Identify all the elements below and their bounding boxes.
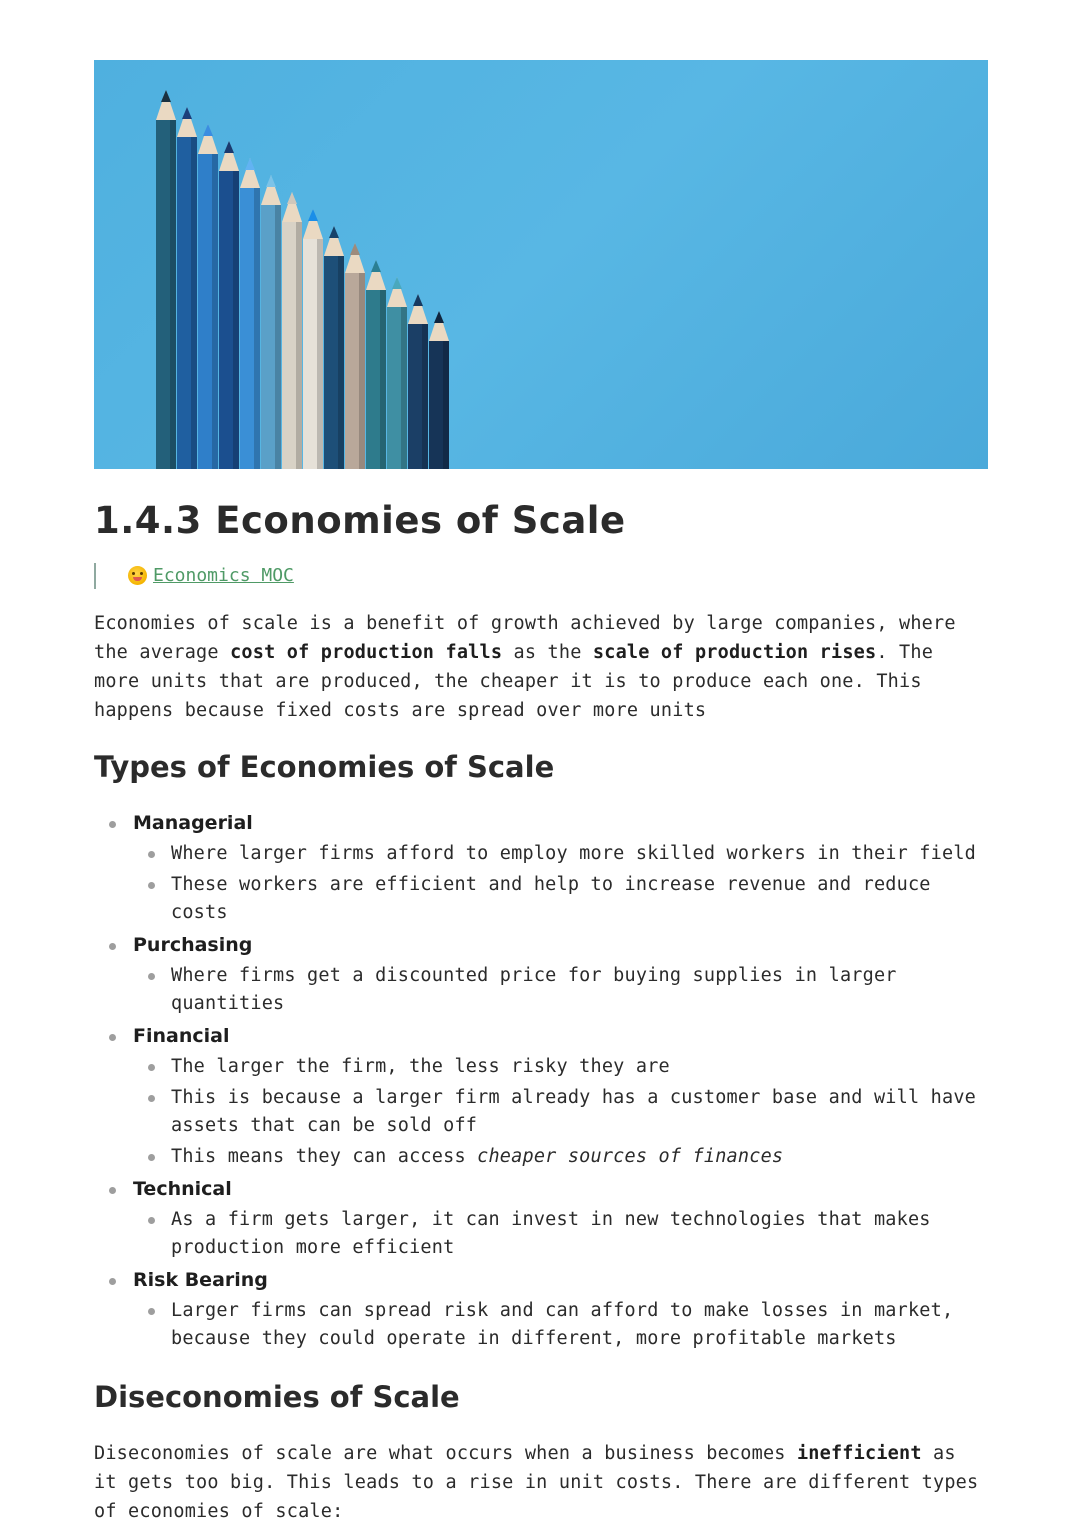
type-label: Financial	[133, 1025, 230, 1047]
pencil-shade	[191, 137, 197, 469]
callout-bar	[94, 563, 96, 589]
pencil-shade	[275, 205, 281, 469]
pencil-lead	[350, 243, 360, 255]
pencil-shade	[233, 171, 239, 469]
italic-cheaper-finances: cheaper sources of finances	[477, 1146, 784, 1167]
pencil-shade	[422, 324, 428, 469]
pencil-lead	[413, 294, 423, 306]
sub-item-text: As a firm gets larger, it can invest in new technologies that makes production more efficient	[171, 1209, 931, 1258]
pencil-lead	[245, 158, 255, 170]
pencil-lead	[434, 311, 444, 323]
pencil	[156, 90, 176, 469]
bullet-icon	[109, 1187, 116, 1194]
pencil	[429, 311, 449, 469]
pencil	[345, 243, 365, 469]
type-financial	[94, 1022, 988, 1171]
intro-bold-cost-falls: cost of production falls	[230, 642, 503, 663]
types-list	[94, 809, 988, 1353]
type-purchasing	[94, 931, 988, 1018]
pencil	[261, 175, 281, 469]
diseconomies-heading: Diseconomies of Scale	[94, 1380, 460, 1414]
pencil-shade	[443, 341, 449, 469]
pencil-lead	[266, 175, 276, 187]
intro-bold-scale-rises: scale of production rises	[592, 642, 877, 663]
colored-pencils-illustration	[94, 60, 988, 469]
sub-item	[133, 962, 988, 1018]
pencil-shade	[212, 154, 218, 469]
pencil	[240, 158, 260, 469]
dis-text-1: Diseconomies of scale are what occurs when a business becomes	[94, 1443, 797, 1464]
sub-item	[133, 1084, 988, 1140]
bullet-icon	[109, 1034, 116, 1041]
bullet-icon	[109, 1278, 116, 1285]
pencil	[198, 124, 218, 469]
pencil	[303, 209, 323, 469]
page-title: 1.4.3 Economies of Scale	[94, 499, 626, 542]
sub-item-text: Where larger firms afford to employ more skilled workers in their field	[171, 843, 976, 864]
sub-list	[133, 962, 988, 1018]
pencil-shade	[317, 239, 323, 469]
bullet-icon	[148, 1154, 155, 1161]
moc-link-label: Economics MOC	[153, 565, 294, 586]
pencil-lead	[161, 90, 171, 102]
bullet-icon	[148, 1217, 155, 1224]
pencil-lead	[308, 209, 318, 221]
sub-item	[133, 1297, 988, 1353]
bullet-icon	[148, 1308, 155, 1315]
pencil	[177, 107, 197, 469]
type-label: Purchasing	[133, 934, 253, 956]
bullet-icon	[109, 943, 116, 950]
pencil	[366, 260, 386, 469]
face-savoring-food-icon	[128, 566, 147, 585]
sub-list	[133, 1206, 988, 1262]
pencil-lead	[182, 107, 192, 119]
sub-item	[133, 871, 988, 927]
sub-list	[133, 840, 988, 927]
types-heading: Types of Economies of Scale	[94, 750, 555, 784]
sub-item-text: These workers are efficient and help to increase revenue and reduce costs	[171, 874, 931, 923]
intro-text-2: as the	[502, 642, 593, 663]
sub-item-text: The larger the firm, the less risky they are	[171, 1056, 670, 1077]
pencil	[387, 277, 407, 469]
pencil-shade	[170, 120, 176, 469]
bullet-icon	[109, 821, 116, 828]
pencil-lead	[224, 141, 234, 153]
pencil-shade	[401, 307, 407, 469]
pencil	[282, 192, 302, 469]
sub-list	[133, 1053, 988, 1171]
bullet-icon	[148, 851, 155, 858]
diseconomies-paragraph	[94, 1439, 988, 1526]
banner-image-colored-pencils	[94, 60, 988, 469]
moc-callout	[94, 563, 988, 589]
bullet-icon	[148, 1064, 155, 1071]
sub-item	[133, 1206, 988, 1262]
pencil-lead	[371, 260, 381, 272]
pencil-lead	[392, 277, 402, 289]
pencil	[324, 226, 344, 469]
type-risk-bearing	[94, 1266, 988, 1353]
type-managerial	[94, 809, 988, 927]
pencil-shade	[254, 188, 260, 469]
pencil-shade	[359, 273, 365, 469]
sub-item	[133, 840, 988, 868]
bullet-icon	[148, 882, 155, 889]
dis-bold-inefficient: inefficient	[796, 1443, 922, 1464]
pencil-shade	[338, 256, 344, 469]
sub-item-text: This is because a larger firm already has a customer base and will have assets that can be sold off	[171, 1087, 976, 1136]
type-label: Managerial	[133, 812, 253, 834]
intro-text-1: Economies of scale is a benefit of growth achieved by large companies, where the average	[94, 613, 956, 663]
bullet-icon	[148, 1095, 155, 1102]
type-label: Technical	[133, 1178, 232, 1200]
type-technical	[94, 1175, 988, 1262]
sub-list	[133, 1297, 988, 1353]
sub-item	[133, 1053, 988, 1081]
note-page	[94, 60, 988, 1526]
economics-moc-link[interactable]	[128, 565, 294, 586]
intro-paragraph	[94, 609, 988, 725]
pencil-shade	[380, 290, 386, 469]
pencil-lead	[287, 192, 297, 204]
sub-item-text: This means they can access	[171, 1146, 478, 1167]
pencil-lead	[329, 226, 339, 238]
sub-item-text: Where firms get a discounted price for buying supplies in larger quantities	[171, 965, 897, 1014]
sub-item-text: Larger firms can spread risk and can afford to make losses in market, because they could operate in different, more profitable markets	[171, 1300, 954, 1349]
dis-text-2: as it gets too big. This leads to a rise in unit costs. There are different types of economies of scale:	[94, 1443, 979, 1522]
bullet-icon	[148, 973, 155, 980]
intro-text-3: . The more units that are produced, the cheaper it is to produce each one. This happens because fixed costs are spread over more units	[94, 642, 934, 721]
sub-item	[133, 1143, 988, 1171]
pencil	[219, 141, 239, 469]
pencil-shade	[296, 222, 302, 469]
pencil-lead	[203, 124, 213, 136]
type-label: Risk Bearing	[133, 1269, 268, 1291]
pencil	[408, 294, 428, 469]
